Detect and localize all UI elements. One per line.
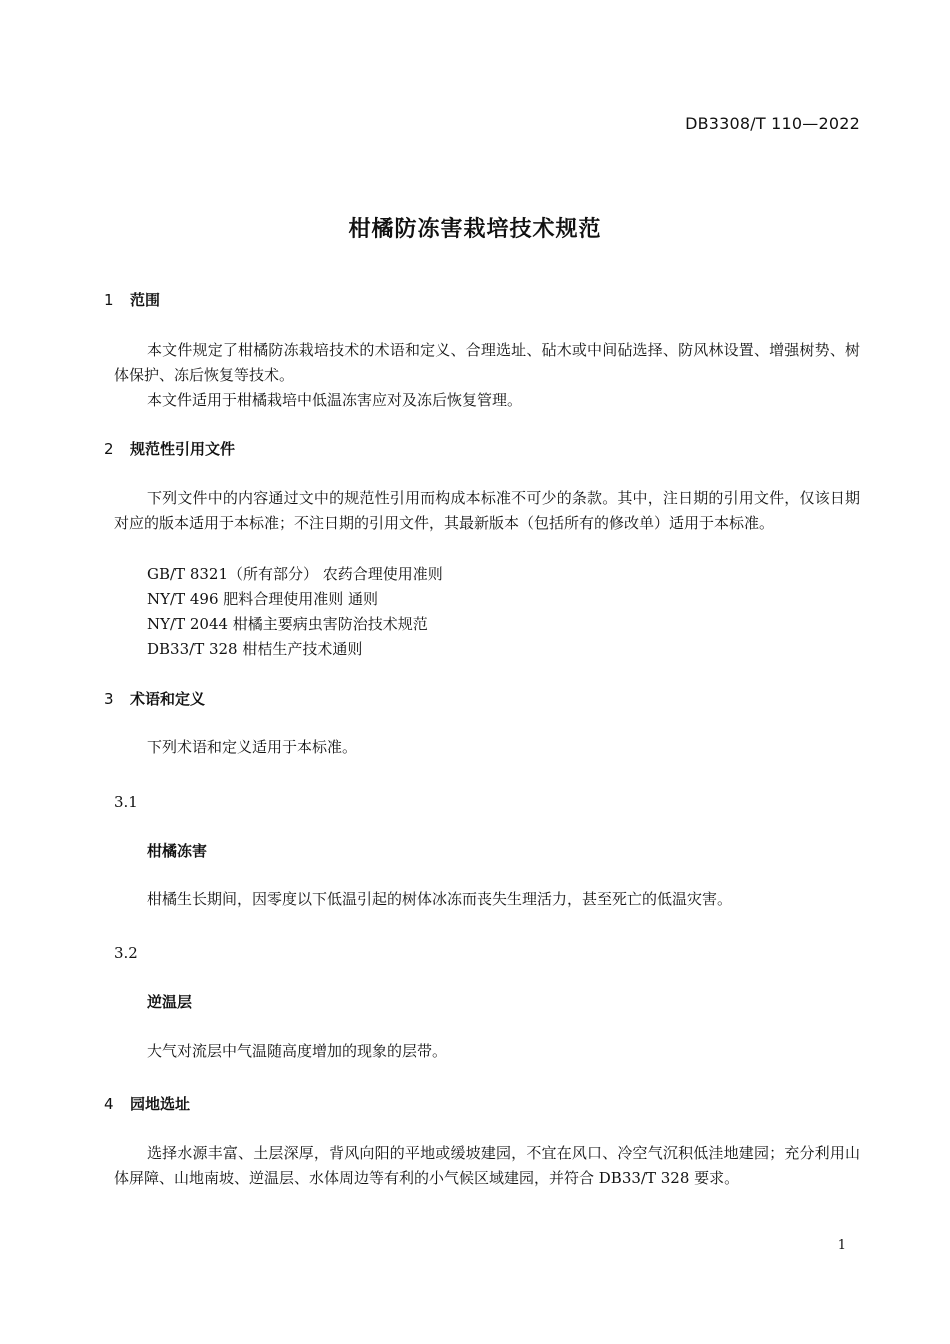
section-2-paragraph-1: 下列文件中的内容通过文中的规范性引用而构成本标准不可少的条款。其中，注日期的引用文件，仅该日期对应的版本适用于本标准；不注日期的引用文件，其最新版本（包括所有的修改单）适用于本标准。 <box>114 489 860 532</box>
page-number: 1 <box>837 1238 846 1253</box>
term-definition: 大气对流层中气温随高度增加的现象的层带。 <box>147 1042 448 1060</box>
section-title: 范围 <box>130 291 161 309</box>
reference-item: GB/T 8321（所有部分） 农药合理使用准则 <box>147 565 443 583</box>
section-1-paragraph-2: 本文件适用于柑橘栽培中低温冻害应对及冻后恢复管理。 <box>147 391 523 409</box>
section-number: 1 <box>104 291 114 309</box>
section-1-paragraph-1: 本文件规定了柑橘防冻栽培技术的术语和定义、合理选址、砧木或中间砧选择、防风林设置、增强树势、树体保护、冻后恢复等技术。 <box>114 341 860 384</box>
section-3-heading <box>104 688 205 709</box>
term-number: 3.1 <box>114 793 138 811</box>
section-3-paragraph-1: 下列术语和定义适用于本标准。 <box>147 738 358 756</box>
term-name: 逆温层 <box>147 993 193 1011</box>
term-name: 柑橘冻害 <box>147 842 208 860</box>
section-title: 规范性引用文件 <box>130 440 236 458</box>
document-title: 柑橘防冻害栽培技术规范 <box>348 217 602 242</box>
reference-item: NY/T 2044 柑橘主要病虫害防治技术规范 <box>147 615 428 633</box>
section-title: 园地选址 <box>130 1095 191 1113</box>
section-number: 3 <box>104 690 114 708</box>
section-4-heading <box>104 1093 190 1114</box>
section-1-heading <box>104 289 160 310</box>
section-4-paragraph-1: 选择水源丰富、土层深厚，背风向阳的平地或缓坡建园，不宜在风口、冷空气沉积低洼地建园；充分利用山体屏障、山地南坡、逆温层、水体周边等有利的小气候区域建园，并符合 DB33/T 328 要求。 <box>114 1144 860 1187</box>
document-code: DB3308/T 110—2022 <box>685 114 860 133</box>
reference-item: NY/T 496 肥料合理使用准则 通则 <box>147 590 379 608</box>
section-number: 2 <box>104 440 114 458</box>
section-2-heading <box>104 438 235 459</box>
section-title: 术语和定义 <box>130 690 206 708</box>
term-definition: 柑橘生长期间，因零度以下低温引起的树体冰冻而丧失生理活力，甚至死亡的低温灾害。 <box>147 890 733 908</box>
section-number: 4 <box>104 1095 114 1113</box>
term-number: 3.2 <box>114 944 138 962</box>
reference-item: DB33/T 328 柑桔生产技术通则 <box>147 640 363 658</box>
